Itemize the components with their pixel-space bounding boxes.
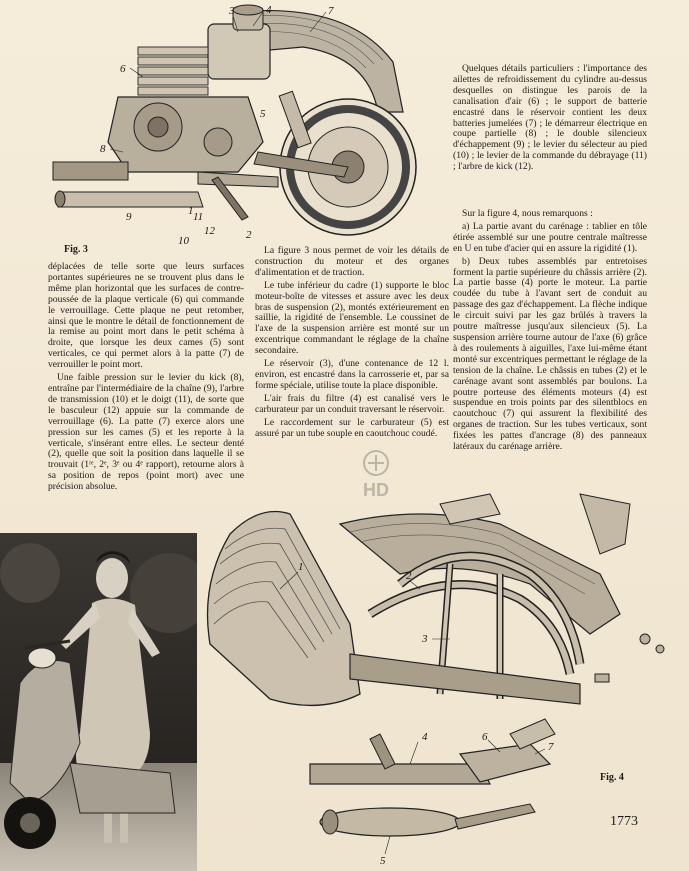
fig3-label-4: 4 (266, 4, 272, 16)
col3b-paragraph-2: a) La partie avant du carénage : tablier en tôle étirée assemblé sur une poutre centrale maîtresse en U en tube d'acier qui en assure la rigidité (1). (453, 220, 647, 254)
figure-3-caption: Fig. 3 (64, 244, 88, 255)
fig4-label-1: 1 (298, 561, 304, 573)
scooter-photo (0, 533, 197, 871)
figure-4-caption: Fig. 4 (600, 772, 624, 783)
fig4-label-5: 5 (380, 855, 386, 867)
col3-paragraph-1: Quelques détails particuliers : l'importance des ailettes de refroidissement du cylindre au-dessus desquelles on distingue les parois de la canalisation d'air (6) ; le support de batterie encastré dans le réservoir contient les deux batteries jumelées (7) ; le démarreur électrique en coupe partielle (8) ; le double silencieux d'échappement (9) ; le levier du sélecteur au pied (10) ; le levier de la commande du débrayage (11) ; l'arbre de kick (12). (453, 63, 647, 173)
fig3-label-3: 3 (229, 5, 235, 17)
page-number: 1773 (610, 814, 638, 829)
text-column-2 (255, 246, 449, 441)
col2-paragraph-2: Le tube inférieur du cadre (1) supporte le bloc moteur-boîte de vitesses et assure avec les deux bras de suspension (2), montés extérieurement en saillie, la rigidité de l'ensemble. Le coussinet de l'axe de la suspension arrière est monté sur un excentrique commandant le réglage de la chaîne secondaire. (255, 279, 449, 357)
engine-cutaway-drawing (48, 2, 420, 248)
photo-woman-with-scooter (0, 533, 197, 871)
col1-paragraph-2: Une faible pression sur le levier du kick (8), entraîne par l'intermédiaire de la chaîne (9), l'arbre de transmission (10) et le doigt (11), de sorte que le basculeur (12) appuie sur la commande de verrouillage (6). La patte (7) exerce alors une pression sur les cames (5) et les reporte à la verticale, s'insérant entre elles. Le secteur denté (2), quelle que soit la position dans laquelle il se trouvait (1ʳᵉ, 2ᵉ, 3ᵉ ou 4ᵉ rapport), retourne alors à sa position de repos (point mort) avec une précision absolue. (48, 372, 244, 493)
fig4-label-2: 2 (406, 570, 412, 582)
col2-paragraph-1: La figure 3 nous permet de voir les détails de construction du moteur et des organes d'alimentation et de traction. (255, 245, 449, 278)
fig4-label-3: 3 (422, 633, 428, 645)
col1-paragraph-1: déplacées de telle sorte que leurs surfaces portantes supérieures ne se trouvent plus dans le même plan horizontal que les surfaces de contre-poussée de la plaque verticale (6) qui commande le verrouillage. Cette plaque ne peut retomber, ainsi que le montre le détail de fonctionnement de la remise au point mort dans le petit schéma à droite, que lorsque les deux cames (5) sont verticales, ce qui permet alors à la patte (7) de verrouiller le point mort. (48, 261, 244, 371)
fig4-label-6: 6 (482, 731, 488, 743)
col2-paragraph-5: Le raccordement sur le carburateur (5) est assuré par un tube souple en caoutchouc coudé. (255, 416, 449, 439)
text-column-3b (453, 209, 647, 455)
fig3-label-12: 12 (204, 225, 215, 237)
fig3-label-10: 10 (178, 235, 189, 247)
fig3-label-5: 5 (260, 108, 266, 120)
fig3-label-1: 1 (188, 205, 194, 217)
text-column-1 (48, 262, 244, 495)
col2-paragraph-4: L'air frais du filtre (4) est canalisé vers le carburateur par un conduit traversant le réservoir. (255, 392, 449, 415)
watermark-logo: HD (350, 448, 402, 499)
figure-4-frame-exploded (200, 464, 670, 871)
fig4-label-4: 4 (422, 731, 428, 743)
fig3-label-7: 7 (328, 5, 334, 17)
col3b-paragraph-1: Sur la figure 4, nous remarquons : (462, 208, 593, 219)
fig3-label-2: 2 (246, 229, 252, 241)
fig3-label-9: 9 (126, 211, 132, 223)
frame-exploded-drawing (200, 464, 670, 871)
col2-paragraph-3: Le réservoir (3), d'une contenance de 12 l. environ, est encastré dans la carrosserie et, par sa forme spéciale, utilise toute la place disponible. (255, 358, 449, 391)
text-column-3a (453, 64, 647, 175)
fig3-label-8: 8 (100, 143, 106, 155)
col3b-paragraph-3: b) Deux tubes assemblés par entretoises forment la partie supérieure du châssis arrière (2). La partie basse (4) porte le moteur. La partie coudée du tube à l'avant sert de conduit au passage des gaz d'échappement. La flèche indique le circuit suivi par les gaz brûlés à travers la poutre maîtresse jusqu'aux silencieux (5). La suspension arrière tourne autour de l'axe (6) grâce à des roulements à aiguilles, l'axe lui-même étant monté sur excentriques permettant le réglage de la tension de la chaîne. Le châssis en tubes (2) et le carénage avant sont assemblés par boulons. La poutre porteuse des éléments moteurs (4) est suspendue en trois points par des silentblocs en caoutchouc (7) qui assurent la flexibilité des organes de traction. Sur les tubes verticaux, sont fixées les pattes d'ancrage (8) des panneaux latéraux du carénage arrière. (453, 255, 647, 453)
fig3-label-11: 11 (193, 211, 204, 223)
figure-3-engine-cutaway (48, 2, 420, 248)
fig4-label-7: 7 (548, 741, 554, 753)
fig3-label-6: 6 (120, 63, 126, 75)
